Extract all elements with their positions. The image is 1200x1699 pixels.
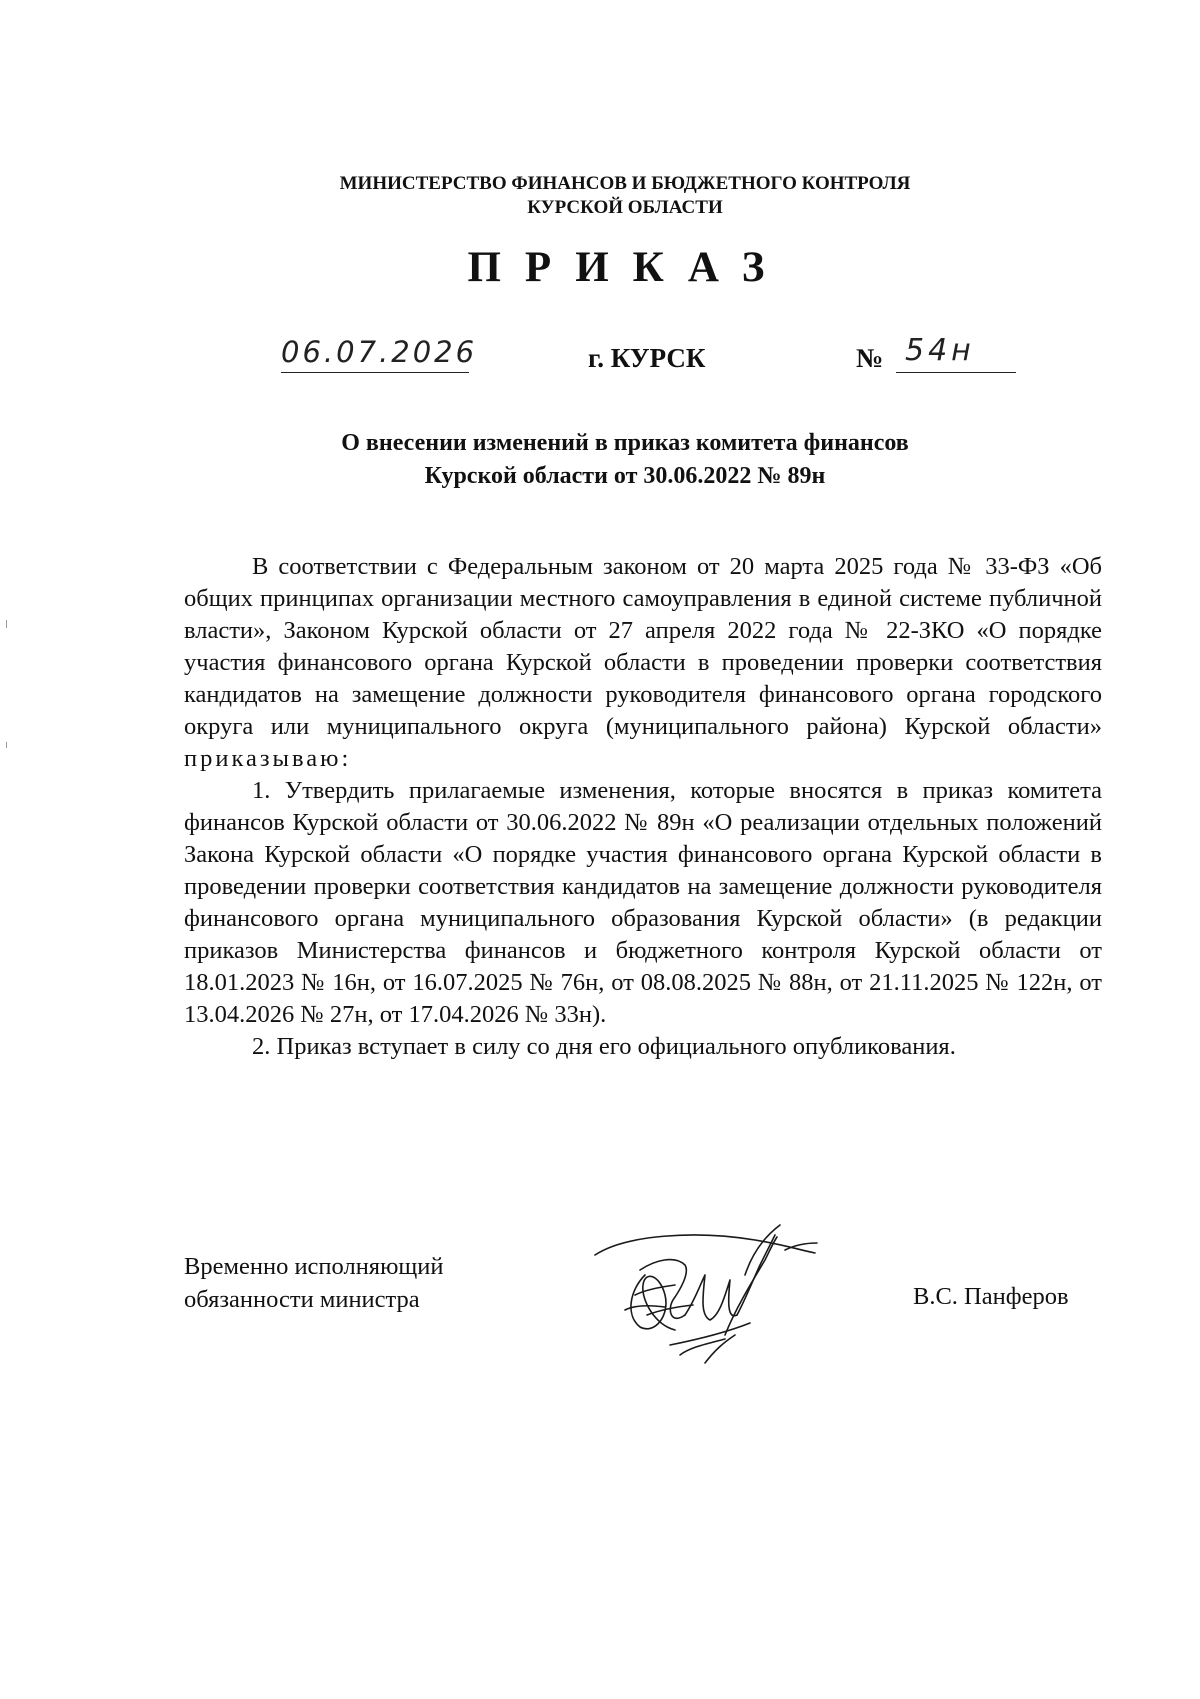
order-title-text: ПРИКАЗ [467,244,789,291]
order-city: г. КУРСК [588,343,706,373]
item-1-paragraph: 1. Утвердить прилагаемые изменения, которые вносятся в приказ комитета финансов Курской области от 30.06.2022 № 89н «О реализации отдельных положений Закона Курской области «О порядке участия финансового органа Курской области в проведении проверки соответствия кандидатов на замещение должности руководителя финансового органа муниципального образования Курской области» (в редакции приказов Министерства финансов и бюджетного контроля Курской области от 18.01.2023 № 16н, от 16.07.2025 № 76н, от 08.08.2025 № 88н, от 21.11.2025 № 122н, от 13.04.2026 № 27н, от 17.04.2026 № 33н). [184,777,1102,1028]
order-title [0,243,1200,293]
preamble-text: В соответствии с Федеральным законом от 20 марта 2025 года № 33-ФЗ «Об общих принципах организации местного самоуправления в единой системе публичной власти», Законом Курской области от 27 апреля 2022 года № 22-ЗКО «О порядке участия финансового органа Курской области в проведении проверки соответствия кандидатов на замещение должности руководителя финансового органа городского округа или муниципального округа (муниципального района) Курской области» [184,553,1102,740]
number-underline [896,372,1016,373]
item-2-paragraph: 2. Приказ вступает в силу со дня его официального опубликования. [252,1033,956,1060]
ministry-line-2: КУРСКОЙ ОБЛАСТИ [527,197,723,218]
preamble-paragraph [184,551,1102,775]
date-underline [281,372,469,373]
signatory-position [184,1250,443,1316]
position-line-1: Временно исполняющий [184,1253,444,1280]
position-line-2: обязанности министра [184,1286,420,1313]
signatory-name: В.С. Панферов [913,1283,1069,1310]
order-number-label: № [856,343,884,373]
subject-line-1: О внесении изменений в приказ комитета финансов [341,430,909,456]
subject-line-2: Курской области от 30.06.2022 № 89н [424,463,826,489]
ministry-line-1: МИНИСТЕРСТВО ФИНАНСОВ И БЮДЖЕТНОГО КОНТРОЛЯ [339,173,911,194]
handwritten-signature [585,1215,835,1365]
order-date: 06.07.2026 [281,335,478,369]
scan-margin-mark [6,742,7,748]
order-subject [0,427,1200,493]
order-body [184,551,1102,1063]
order-word: приказываю: [184,745,352,772]
ministry-name [0,172,1200,220]
scan-margin-mark [6,620,7,628]
order-number: 54н [905,333,975,368]
